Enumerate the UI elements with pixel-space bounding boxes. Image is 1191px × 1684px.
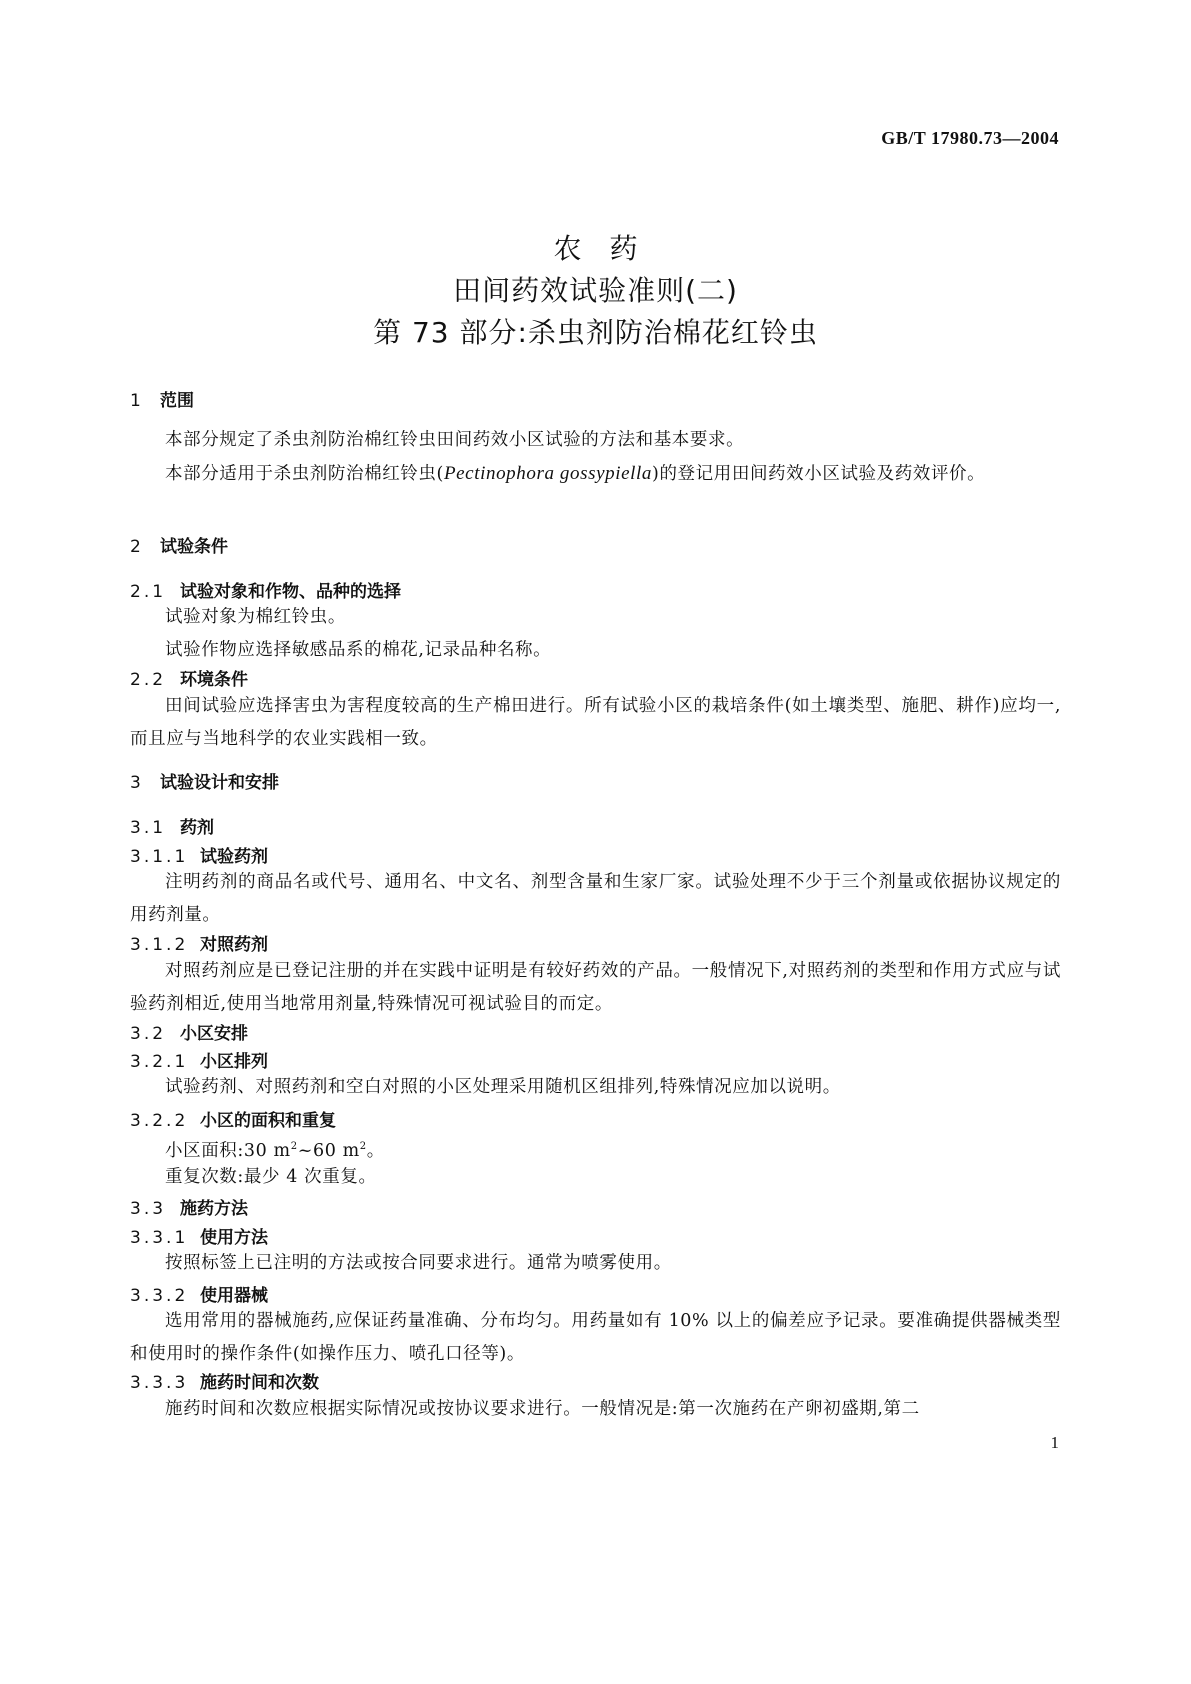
paragraph: 施药时间和次数应根据实际情况或按协议要求进行。一般情况是:第一次施药在产卵初盛期,第二 [165,1399,920,1419]
section-number: 3 [130,773,141,793]
section-number: 3.3.3 [130,1373,189,1393]
section-number: 3.3.1 [130,1228,189,1248]
title-line-1: 农药 [553,232,666,265]
section-title: 试验设计和安排 [160,773,279,793]
text-run: ~60 m [297,1140,360,1161]
section-title: 试验对象和作物、品种的选择 [180,582,401,602]
paragraph [130,457,1061,491]
section-number: 3.3 [130,1199,167,1219]
text-run: 本部分适用于杀虫剂防治棉红铃虫( [165,464,444,484]
section-title: 施药方法 [180,1199,248,1219]
section-number: 3.2.1 [130,1052,189,1072]
document-title [0,228,1191,354]
paragraph: 选用常用的器械施药,应保证药量准确、分布均匀。用药量如有 10% 以上的偏差应予记录。要准确提供器械类型和使用时的操作条件(如操作压力、喷孔口径等)。 [130,1311,1061,1364]
paragraph: 按照标签上已注明的方法或按合同要求进行。通常为喷雾使用。 [165,1253,672,1273]
text-run: 小区面积:30 m [165,1140,291,1161]
paragraph: 注明药剂的商品名或代号、通用名、中文名、剂型含量和生家厂家。试验处理不少于三个剂量或依据协议规定的用药剂量。 [130,872,1061,925]
section-number: 2.2 [130,670,167,690]
title-line-2: 田间药效试验准则(二) [453,274,738,307]
section-title: 药剂 [180,818,214,838]
standard-code: GB/T 17980.73—2004 [881,128,1059,148]
section-3-3-1-heading [130,1223,268,1248]
section-number: 1 [130,391,141,411]
section-3-3-heading [130,1194,248,1219]
section-title: 小区的面积和重复 [200,1111,336,1131]
section-number: 3.1 [130,818,167,838]
section-number: 2 [130,537,141,557]
section-title: 小区排列 [200,1052,268,1072]
section-number: 3.2.2 [130,1111,189,1131]
latin-name: Pectinophora gossypiella [443,463,653,484]
section-3-1-1-heading [130,842,268,867]
paragraph: 试验对象为棉红铃虫。 [165,607,346,627]
section-title: 试验条件 [160,537,228,557]
section-title: 试验药剂 [200,847,268,867]
text-run: )的登记用田间药效小区试验及药效评价。 [652,464,986,484]
title-line-3: 第 73 部分:杀虫剂防治棉花红铃虫 [373,316,818,349]
section-title: 对照药剂 [200,935,268,955]
text-run: 。 [366,1140,385,1161]
section-number: 3.2 [130,1024,167,1044]
section-title: 环境条件 [180,670,248,690]
superscript: 2 [359,1141,367,1152]
section-number: 3.1.1 [130,847,189,867]
paragraph: 对照药剂应是已登记注册的并在实践中证明是有较好药效的产品。一般情况下,对照药剂的类型和作用方式应与试验药剂相近,使用当地常用剂量,特殊情况可视试验目的而定。 [130,961,1061,1014]
section-2-heading [130,532,228,557]
section-2-1-heading [130,577,401,602]
section-number: 3.3.2 [130,1286,189,1306]
paragraph: 田间试验应选择害虫为害程度较高的生产棉田进行。所有试验小区的栽培条件(如土壤类型、施肥、耕作)应均一,而且应与当地科学的农业实践相一致。 [130,696,1061,749]
section-3-2-2-heading [130,1106,336,1131]
section-title: 施药时间和次数 [200,1373,319,1393]
paragraph: 重复次数:最少 4 次重复。 [165,1167,377,1187]
section-title: 使用器械 [200,1286,268,1306]
paragraph: 试验作物应选择敏感品系的棉花,记录品种名称。 [165,640,552,660]
superscript: 2 [290,1141,298,1152]
section-title: 小区安排 [180,1024,248,1044]
section-3-2-heading [130,1019,248,1044]
paragraph: 本部分规定了杀虫剂防治棉红铃虫田间药效小区试验的方法和基本要求。 [165,430,745,450]
section-number: 3.1.2 [130,935,189,955]
section-3-1-2-heading [130,930,268,955]
paragraph: 试验药剂、对照药剂和空白对照的小区处理采用随机区组排列,特殊情况应加以说明。 [165,1077,841,1097]
section-3-2-1-heading [130,1047,268,1072]
section-3-heading [130,768,279,793]
page-number: 1 [1050,1433,1059,1452]
section-3-3-2-heading [130,1281,268,1306]
section-3-1-heading [130,813,214,838]
section-2-2-heading [130,665,248,690]
section-title: 范围 [160,391,194,411]
section-3-3-3-heading [130,1368,319,1393]
section-1-heading [130,386,194,411]
section-title: 使用方法 [200,1228,268,1248]
section-number: 2.1 [130,582,167,602]
